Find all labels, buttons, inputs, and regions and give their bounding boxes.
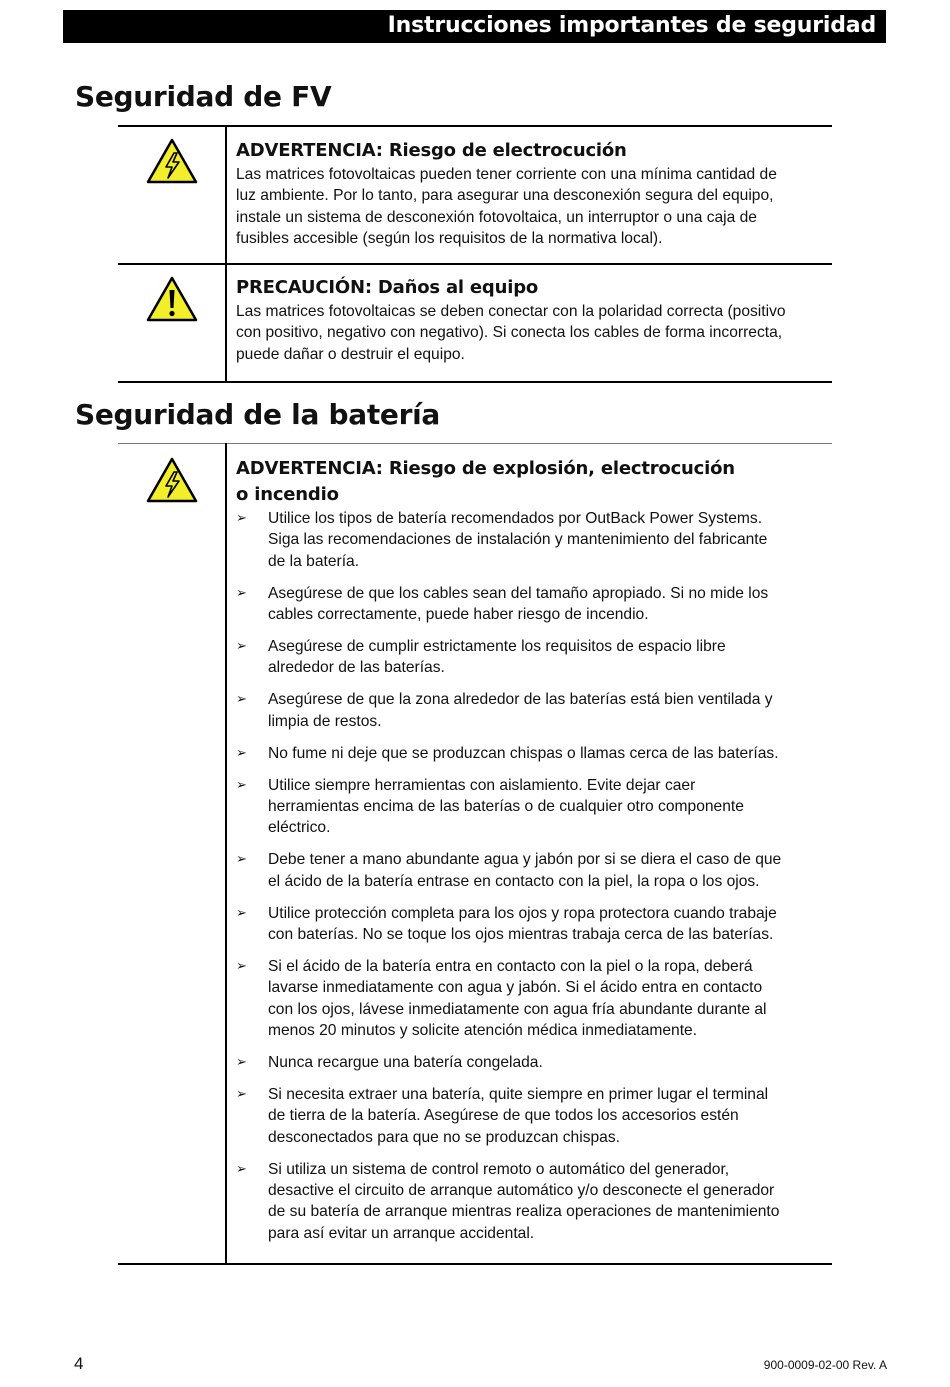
warning-text	[236, 164, 826, 250]
list-item	[236, 1084, 826, 1148]
arrow-bullet-icon: ➢	[236, 1086, 247, 1102]
page-number: 4	[74, 1354, 84, 1373]
arrow-bullet-icon: ➢	[236, 905, 247, 921]
list-item-line: eléctrico.	[268, 819, 331, 837]
text-line: con positivo, negativo con negativo). Si conecta los cables de forma incorrecta,	[236, 324, 783, 342]
list-item-line: desconectados para que no se produzcan chispas.	[268, 1128, 620, 1146]
arrow-bullet-icon: ➢	[236, 745, 247, 761]
list-item-line: Asegúrese de que los cables sean del tamaño apropiado. Si no mide los	[268, 584, 769, 602]
caution-text	[236, 301, 826, 365]
pv-warning-row	[118, 125, 832, 263]
arrow-bullet-icon: ➢	[236, 692, 247, 708]
list-item-line: lavarse inmediatamente con agua y jabón. Si el ácido entra en contacto	[268, 979, 763, 997]
list-item	[236, 775, 826, 839]
list-item-line: Si utiliza un sistema de control remoto o automático del generador,	[268, 1160, 730, 1178]
list-item-line: Asegúrese de que la zona alrededor de las baterías está bien ventilada y	[268, 691, 773, 709]
exclamation-warning-icon	[146, 275, 198, 323]
arrow-bullet-icon: ➢	[236, 1161, 247, 1177]
list-item-line: limpia de restos.	[268, 712, 382, 730]
battery-warning-list	[236, 508, 826, 1244]
arrow-bullet-icon: ➢	[236, 511, 247, 526]
list-item-line: Asegúrese de cumplir estrictamente los requisitos de espacio libre	[268, 638, 726, 656]
battery-section-title: Seguridad de la batería	[75, 398, 441, 431]
list-item-line: Utilice los tipos de batería recomendados por OutBack Power Systems.	[268, 510, 763, 527]
list-item	[236, 956, 826, 1042]
electric-hazard-icon	[146, 137, 198, 185]
text-line: instale un sistema de desconexión fotovoltaica, un interruptor o una caja de	[236, 208, 757, 226]
divider	[118, 1263, 832, 1265]
list-item	[236, 903, 826, 946]
warning-title-line: o incendio	[236, 484, 339, 505]
electric-hazard-icon	[146, 456, 198, 504]
list-item-line: de tierra de la batería. Asegúrese de que todos los accesorios estén	[268, 1107, 739, 1125]
list-item-line: con los ojos, lávese inmediatamente con agua fría abundante durante al	[268, 1000, 767, 1018]
list-item-line: Utilice protección completa para los ojos y ropa protectora cuando trabaje	[268, 904, 777, 922]
text-line: Las matrices fotovoltaicas se deben conectar con la polaridad correcta (positivo	[236, 303, 786, 320]
list-item	[236, 636, 826, 679]
list-item	[236, 583, 826, 626]
list-item-line: cables correctamente, puede haber riesgo de incendio.	[268, 606, 649, 624]
list-item-line: Siga las recomendaciones de instalación y mantenimiento del fabricante	[268, 531, 768, 549]
list-item-line: de la batería.	[268, 552, 360, 570]
list-item-line: desactive el circuito de arranque automático y/o desconecte el generador	[268, 1182, 775, 1200]
caution-title: PRECAUCIÓN: Daños al equipo	[236, 277, 539, 298]
pv-section-title: Seguridad de FV	[75, 80, 332, 113]
text-line: fusibles accesible (según los requisitos de la normativa local).	[236, 230, 663, 248]
arrow-bullet-icon: ➢	[236, 852, 247, 868]
warning-title: ADVERTENCIA: Riesgo de electrocución	[236, 140, 627, 161]
battery-warning-content	[236, 456, 826, 1255]
text-line: Las matrices fotovoltaicas pueden tener corriente con una mínima cantidad de	[236, 166, 777, 183]
warning-title-line: ADVERTENCIA: Riesgo de explosión, electrocución	[236, 458, 735, 479]
pv-safety-box	[118, 125, 832, 383]
list-item	[236, 1052, 826, 1073]
list-item	[236, 1159, 826, 1245]
list-item-line: No fume ni deje que se produzcan chispas o llamas cerca de las baterías.	[268, 744, 779, 762]
list-item-line: para así evitar un arranque accidental.	[268, 1224, 535, 1242]
list-item-line: alrededor de las baterías.	[268, 659, 445, 677]
list-item-line: Si necesita extraer una batería, quite siempre en primer lugar el terminal	[268, 1085, 769, 1103]
list-item-line: menos 20 minutos y solicite atención médica inmediatamente.	[268, 1022, 698, 1040]
text-line: puede dañar o destruir el equipo.	[236, 345, 465, 363]
pv-warning-content	[236, 138, 826, 250]
list-item	[236, 689, 826, 732]
list-item-line: Si el ácido de la batería entra en contacto con la piel o la ropa, deberá	[268, 957, 753, 975]
list-item-line: el ácido de la batería entrase en contacto con la piel, la ropa o los ojos.	[268, 872, 760, 890]
arrow-bullet-icon: ➢	[236, 585, 247, 601]
list-item	[236, 508, 826, 572]
pv-caution-row	[118, 265, 832, 383]
pv-caution-content	[236, 275, 826, 365]
list-item-line: Utilice siempre herramientas con aislamiento. Evite dejar caer	[268, 776, 696, 794]
header-bar	[63, 10, 886, 43]
warning-title	[236, 456, 826, 508]
arrow-bullet-icon: ➢	[236, 958, 247, 974]
battery-safety-box	[118, 443, 832, 1267]
list-item	[236, 743, 826, 764]
list-item-line: Nunca recargue una batería congelada.	[268, 1054, 543, 1072]
list-item	[236, 849, 826, 892]
list-item-line: de su batería de arranque mientras realiza operaciones de mantenimiento	[268, 1203, 780, 1221]
divider	[118, 381, 832, 383]
column-divider	[225, 443, 227, 1265]
list-item-line: Debe tener a mano abundante agua y jabón por si se diera el caso de que	[268, 851, 782, 869]
header-title: Instrucciones importantes de seguridad	[387, 13, 876, 38]
list-item-line: con baterías. No se toque los ojos mientras trabaja cerca de las baterías.	[268, 926, 774, 943]
revision-label: 900-0009-02-00 Rev. A	[763, 1358, 887, 1372]
arrow-bullet-icon: ➢	[236, 777, 247, 793]
text-line: luz ambiente. Por lo tanto, para asegurar una desconexión segura del equipo,	[236, 187, 774, 205]
arrow-bullet-icon: ➢	[236, 639, 247, 655]
list-item-line: herramientas encima de las baterías o de cualquier otro componente	[268, 797, 744, 815]
arrow-bullet-icon: ➢	[236, 1055, 247, 1071]
